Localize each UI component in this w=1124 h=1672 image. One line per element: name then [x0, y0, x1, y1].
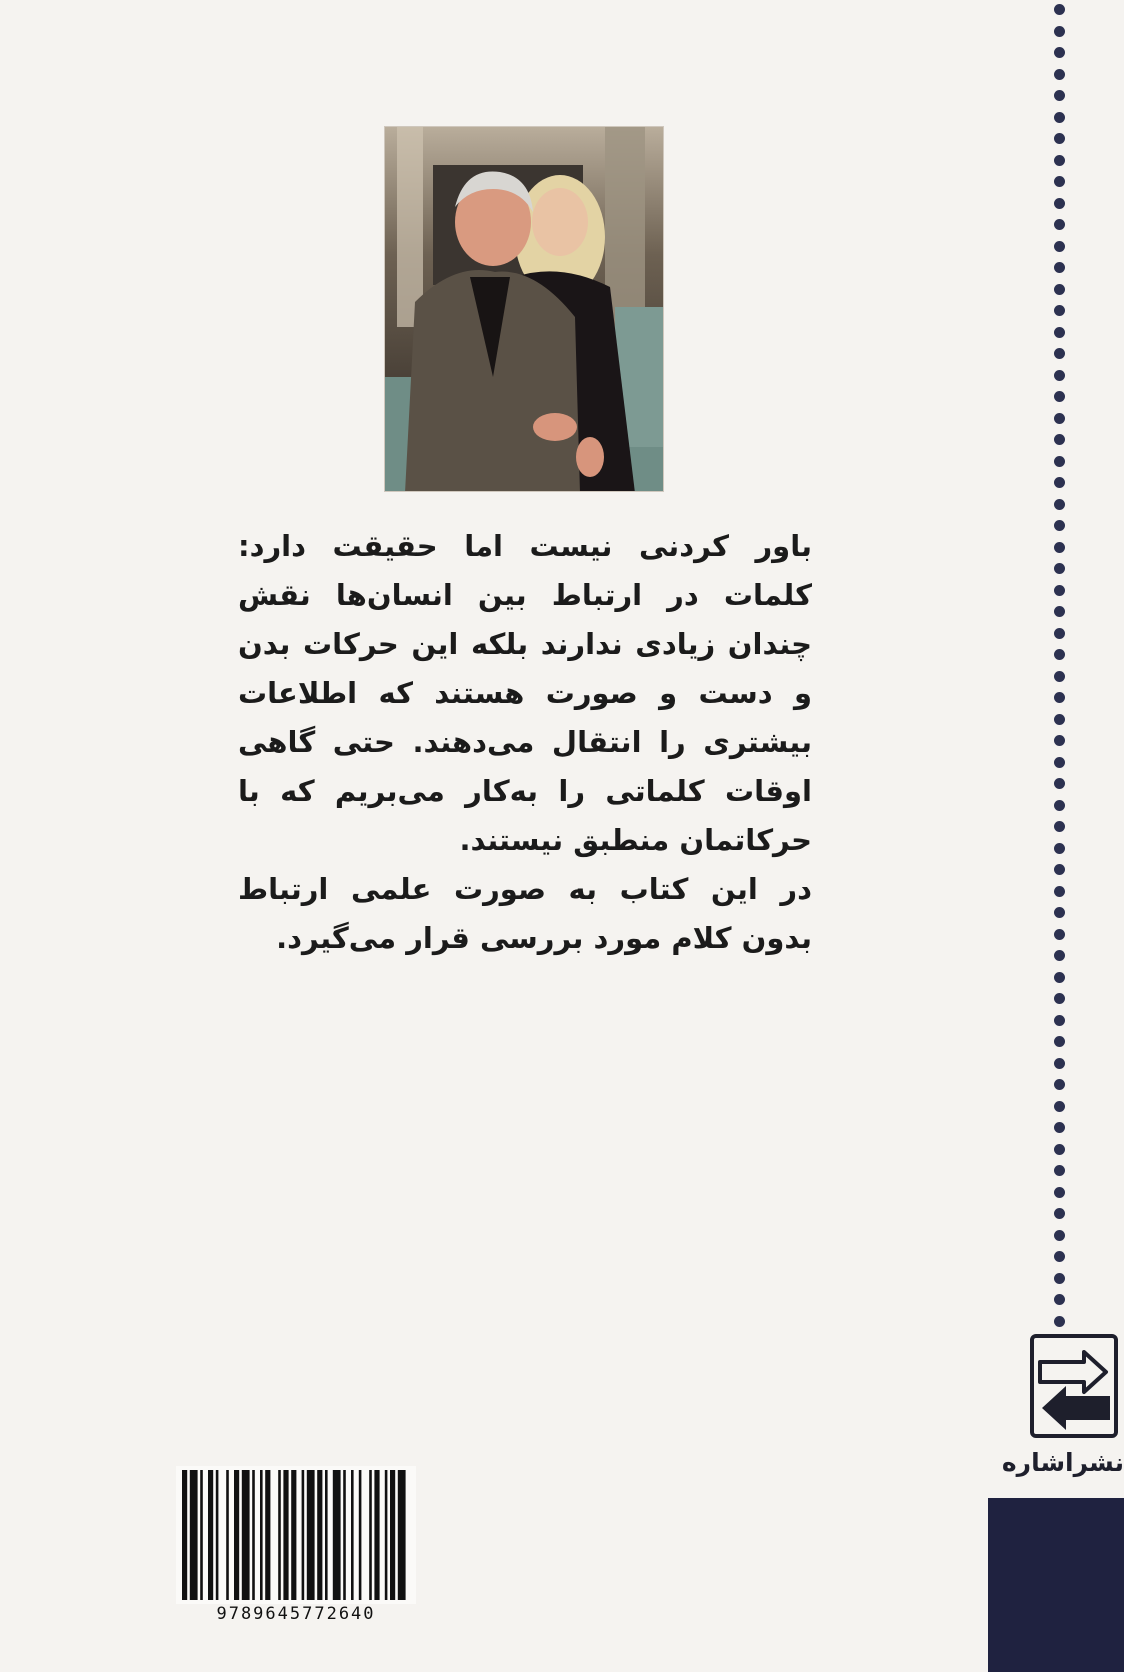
- border-dot: [1054, 907, 1065, 918]
- barcode-bar: [278, 1470, 281, 1600]
- border-dot: [1054, 692, 1065, 703]
- border-dot: [1054, 1251, 1065, 1262]
- border-dot: [1054, 112, 1065, 123]
- barcode-bar: [333, 1470, 341, 1600]
- border-dot: [1054, 1058, 1065, 1069]
- author-photo-illustration: [385, 127, 664, 492]
- border-dot: [1054, 47, 1065, 58]
- border-dot: [1054, 649, 1065, 660]
- barcode-bar: [374, 1470, 379, 1600]
- barcode-bar: [302, 1470, 305, 1600]
- back-cover-blurb: [238, 522, 812, 963]
- border-dot: [1054, 284, 1065, 295]
- navy-corner-block: [988, 1498, 1124, 1672]
- border-dot: [1054, 1316, 1065, 1327]
- border-dot: [1054, 305, 1065, 316]
- border-dot: [1054, 370, 1065, 381]
- border-dot: [1054, 1230, 1065, 1241]
- barcode-bar: [190, 1470, 198, 1600]
- barcode-bar: [252, 1470, 255, 1600]
- barcode-bar: [359, 1470, 362, 1600]
- barcode-bar: [369, 1470, 372, 1600]
- border-dot: [1054, 778, 1065, 789]
- barcode-bar: [242, 1470, 250, 1600]
- barcode-bar: [216, 1470, 219, 1600]
- border-dot: [1054, 499, 1065, 510]
- barcode-bar: [265, 1470, 270, 1600]
- border-dot: [1054, 90, 1065, 101]
- barcode-bar: [317, 1470, 322, 1600]
- border-dot: [1054, 26, 1065, 37]
- border-dot: [1054, 542, 1065, 553]
- blurb-paragraph-2: در این کتاب به صورت علمی ارتباط بدون کلام مورد بررسی قرار می‌گیرد.: [238, 872, 812, 955]
- border-dot: [1054, 176, 1065, 187]
- isbn-digits: 9789645772640: [216, 1604, 376, 1624]
- border-dot: [1054, 929, 1065, 940]
- border-dot: [1054, 563, 1065, 574]
- border-dot: [1054, 391, 1065, 402]
- barcode-bar: [385, 1470, 388, 1600]
- barcode-bar: [351, 1470, 354, 1600]
- barcode-bar: [283, 1470, 288, 1600]
- barcode-bar: [200, 1470, 203, 1600]
- border-dot: [1054, 413, 1065, 424]
- barcode-bar: [343, 1470, 346, 1600]
- border-dot: [1054, 456, 1065, 467]
- border-dot: [1054, 606, 1065, 617]
- barcode-bar: [291, 1470, 296, 1600]
- barcode-bar: [234, 1470, 239, 1600]
- publisher-name: نشراشاره: [1001, 1448, 1124, 1477]
- border-dot: [1054, 1036, 1065, 1047]
- border-dot: [1054, 1144, 1065, 1155]
- border-dot: [1054, 520, 1065, 531]
- border-dot: [1054, 585, 1065, 596]
- border-dot: [1054, 198, 1065, 209]
- dotted-border: [1051, 0, 1071, 1330]
- barcode-bar: [307, 1470, 315, 1600]
- border-dot: [1054, 714, 1065, 725]
- border-dot: [1054, 133, 1065, 144]
- barcode-bar: [208, 1470, 213, 1600]
- author-photo: [384, 126, 664, 492]
- border-dot: [1054, 477, 1065, 488]
- barcode-bar: [182, 1470, 187, 1600]
- border-dot: [1054, 864, 1065, 875]
- border-dot: [1054, 821, 1065, 832]
- border-dot: [1054, 69, 1065, 80]
- border-dot: [1054, 1122, 1065, 1133]
- border-dot: [1054, 757, 1065, 768]
- blurb-paragraph-1: باور کردنی نیست اما حقیقت دارد: کلمات در ارتباط بین انسان‌ها نقش چندان زیادی ندارند بلکه این حرکات بدن و دست و صورت هستند که اطلاعات بیشتری را انتقال می‌دهند. حتی گاهی اوقات کلماتی را به‌کار می‌بریم که با حرکاتمان منطبق نیستند.: [238, 529, 812, 857]
- border-dot: [1054, 4, 1065, 15]
- border-dot: [1054, 1294, 1065, 1305]
- border-dot: [1054, 348, 1065, 359]
- border-dot: [1054, 1101, 1065, 1112]
- barcode-bar: [390, 1470, 395, 1600]
- border-dot: [1054, 1273, 1065, 1284]
- barcode-bar: [226, 1470, 229, 1600]
- arrows-exchange-icon: [1024, 1334, 1124, 1444]
- barcode-bar: [325, 1470, 328, 1600]
- border-dot: [1054, 241, 1065, 252]
- border-dot: [1054, 886, 1065, 897]
- border-dot: [1054, 1079, 1065, 1090]
- border-dot: [1054, 800, 1065, 811]
- border-dot: [1054, 1208, 1065, 1219]
- isbn-barcode: [176, 1466, 416, 1604]
- barcode-bar: [260, 1470, 263, 1600]
- border-dot: [1054, 219, 1065, 230]
- border-dot: [1054, 950, 1065, 961]
- border-dot: [1054, 1187, 1065, 1198]
- border-dot: [1054, 262, 1065, 273]
- border-dot: [1054, 628, 1065, 639]
- border-dot: [1054, 155, 1065, 166]
- border-dot: [1054, 972, 1065, 983]
- border-dot: [1054, 993, 1065, 1004]
- border-dot: [1054, 1165, 1065, 1176]
- border-dot: [1054, 671, 1065, 682]
- border-dot: [1054, 843, 1065, 854]
- border-dot: [1054, 735, 1065, 746]
- barcode-bar: [398, 1470, 406, 1600]
- border-dot: [1054, 434, 1065, 445]
- border-dot: [1054, 1015, 1065, 1026]
- border-dot: [1054, 327, 1065, 338]
